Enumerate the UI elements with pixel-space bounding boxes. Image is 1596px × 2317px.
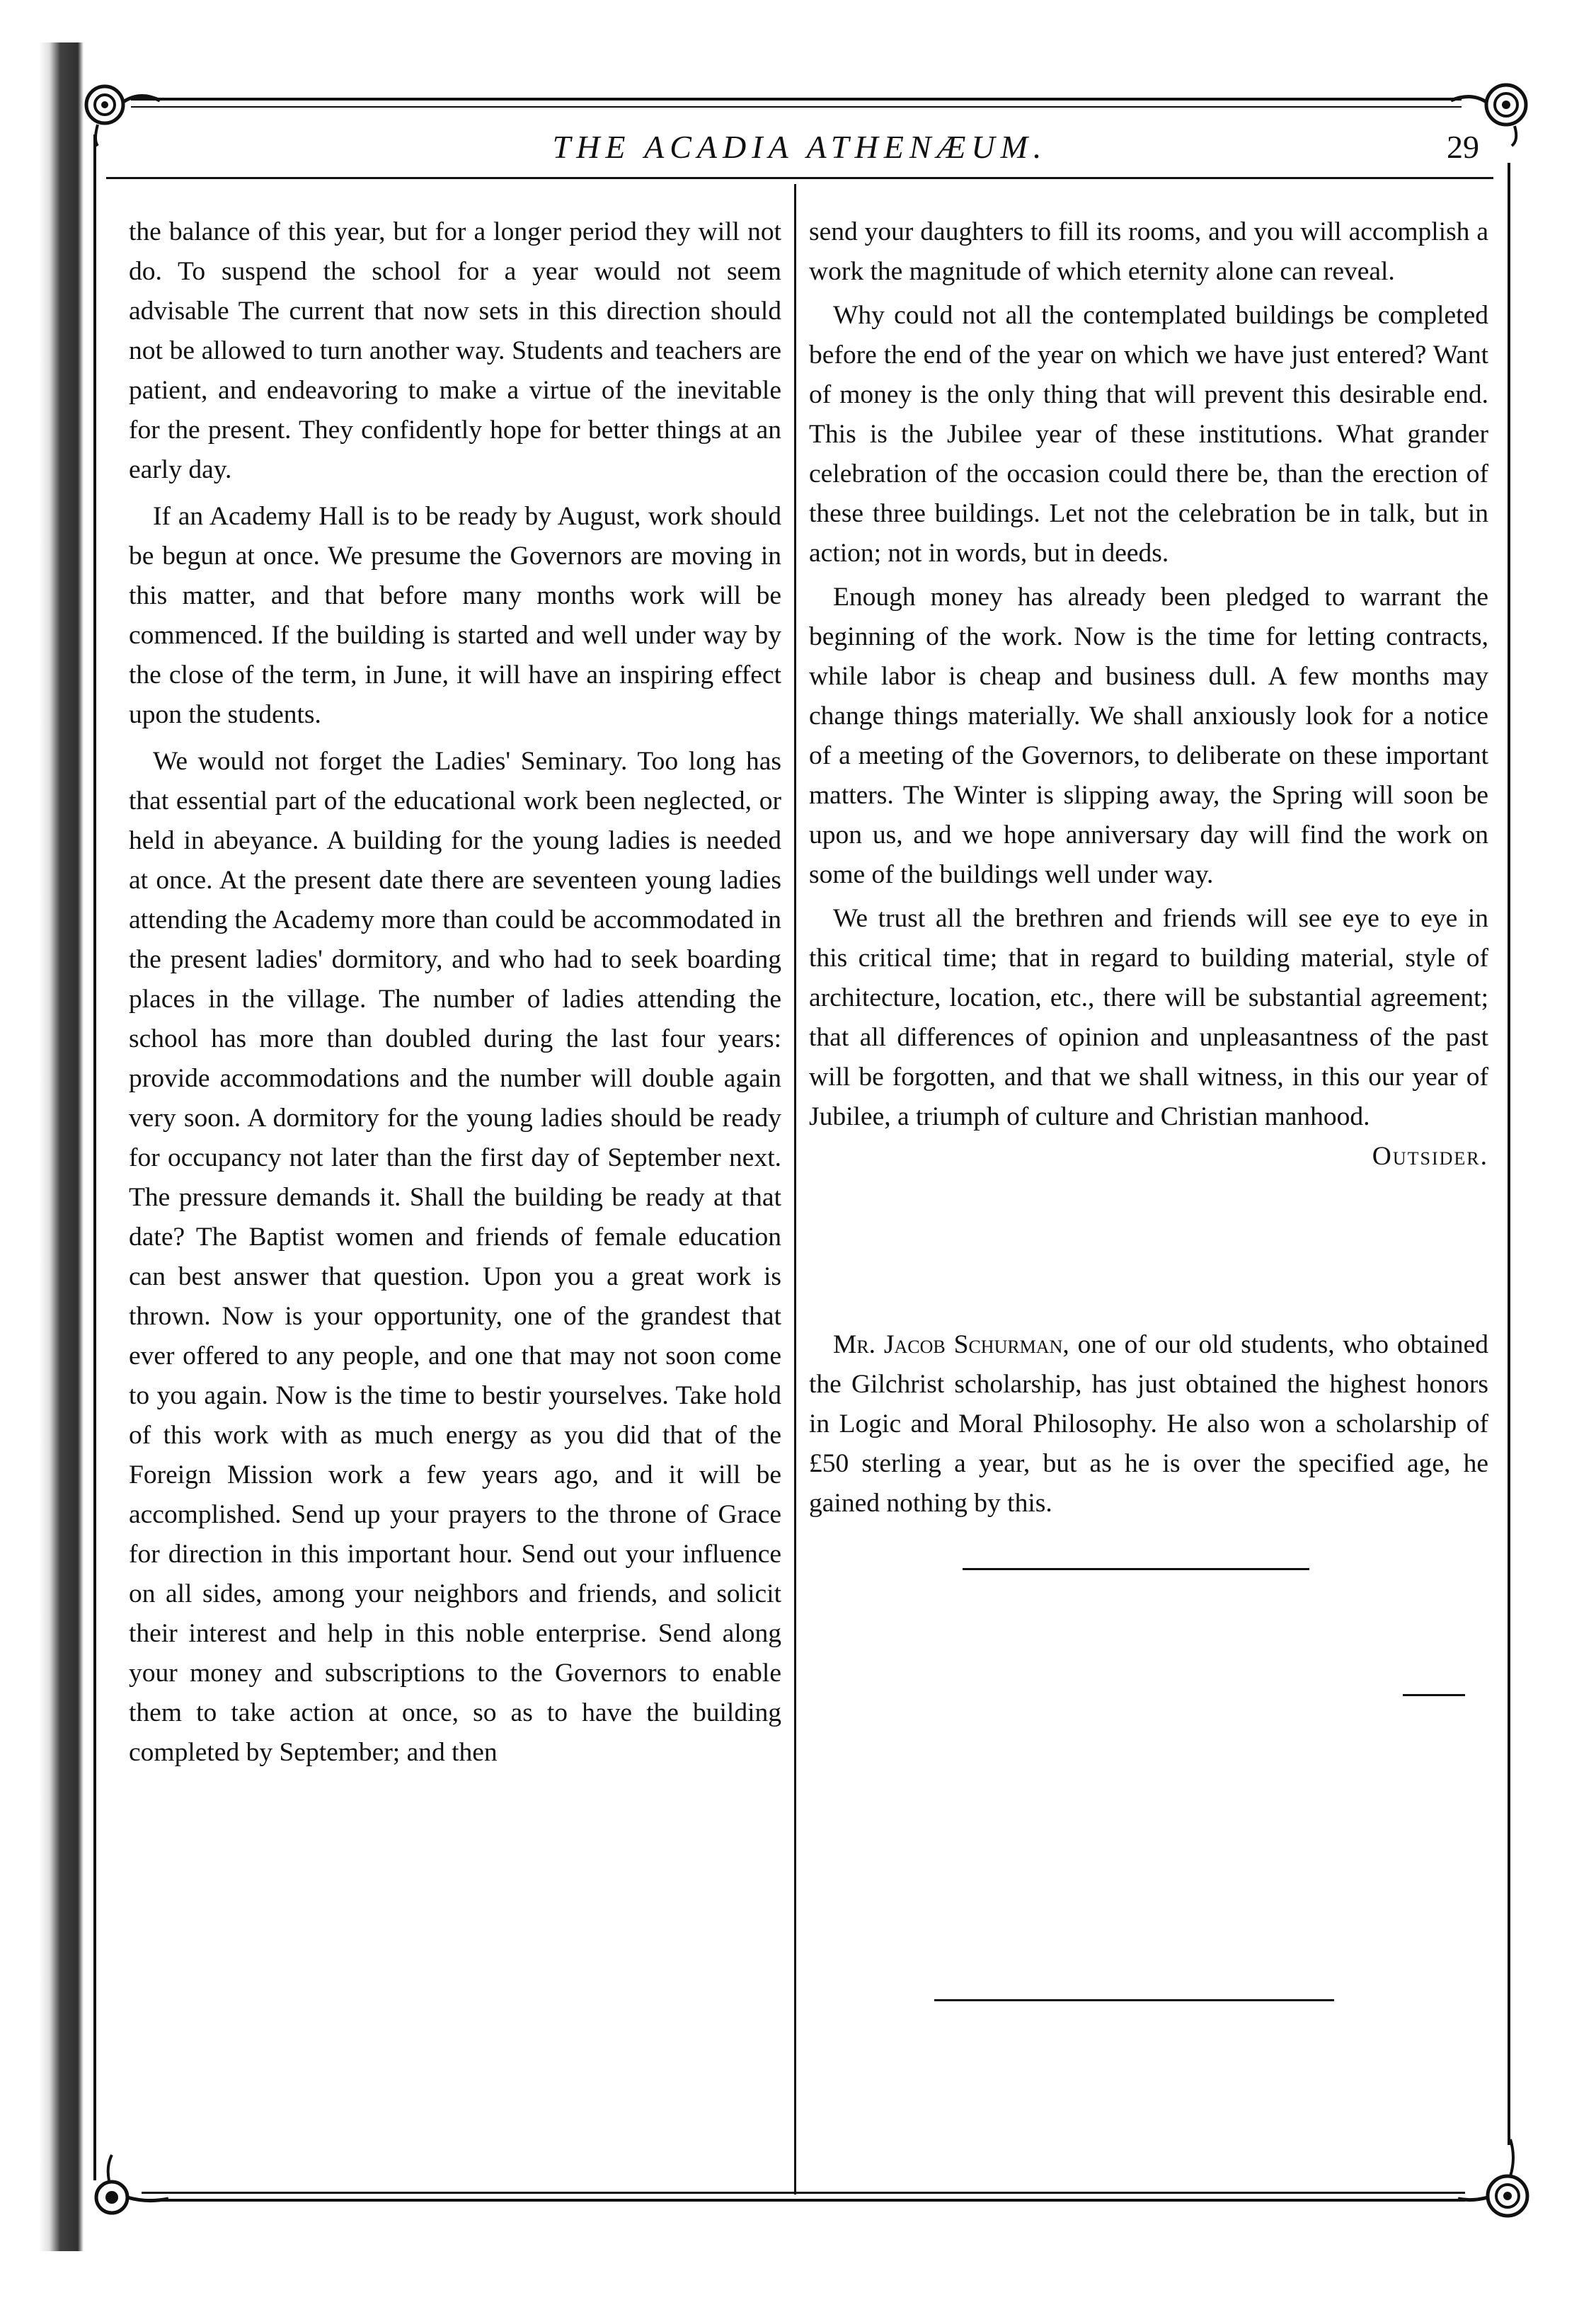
paragraph: Enough money has already been pledged to warrant the beginning of the work. Now is the time for letting contracts, while labor is cheap and business dull. A few months may change things materially. We shall anxiously look for a notice of a meeting of the Governors, to deliberate on these important matters. The Winter is slipping away, the Spring will soon be upon us, and we hope anniversary day will find the work on some of the buildings well under way. [809, 583, 1488, 889]
top-border-rule-thin [131, 106, 1462, 108]
paragraph: We trust all the brethren and friends will see eye to eye in this critical time; that in regard to building material, style of architecture, location, etc., there will be substantial agreement; that all differences of opinion and unpleasantness of the past will be forgotten, and that we shall witness, in this our year of Jubilee, a triumph of culture and Christian manhood. [809, 904, 1488, 1131]
scroll-ornament-bottom-left-icon [84, 2152, 168, 2237]
right-column [809, 212, 1488, 1523]
page-header [106, 126, 1493, 168]
paragraph: If an Academy Hall is to be ready by August, work should be begun at once. We presume the Governors are moving in this matter, and that before many months work will be commenced. If the building is started and well under way by the close of the term, in June, it will have an inspiring effect upon the students. [129, 502, 781, 729]
short-rule [1403, 1694, 1465, 1696]
bottom-border-rule [142, 2192, 1465, 2194]
section-separator [934, 1999, 1334, 2001]
paragraph: We would not forget the Ladies' Seminary. Too long has that essential part of the educational work been neglected, or held in abeyance. A building for the young ladies is needed at once. At the present date there are seventeen young ladies attending the Academy more than could be accommodated in the present ladies' dormitory, and who had to seek boarding places in the village. The number of ladies attending the school has more than doubled during the last four years: provide accommodations and the number will double again very soon. A dormitory for the young ladies should be ready for occupancy not later than the first day of September next. The pressure demands it. Shall the building be ready at that date? The Baptist women and friends of female education can best answer that question. Upon you a great work is thrown. Now is your opportunity, one of the grandest that ever offered to any people, and one that may not soon come to you again. Now is the time to bestir yourselves. Take hold of this work with as much energy as you did that of the Foreign Mission work a few years ago, and it will be accomplished. Send up your prayers to the throne of Grace for direction in this important hour. Send out your influence on all sides, among your neighbors and friends, and solicit their interest and help in this noble enterprise. Send along your money and subscriptions to the Governors to enable them to take action at once, so as to have the building completed by September; and then [129, 747, 781, 1767]
notice-text: one of our old students, who obtained the Gilchrist scholarship, has just obtained the highest honors in Logic and Moral Philosophy. He also won a scholarship of £50 sterling a year, but as he is over the specified age, he gained nothing by this. [809, 1330, 1488, 1518]
bottom-border-rule-thick [142, 2199, 1465, 2202]
paragraph: Why could not all the contemplated buildings be completed before the end of the year on which we have just entered? Want of money is the only thing that will prevent this desirable end. This is the Jubilee year of these institutions. What grander celebration of the occasion could there be, than the erection of these three buildings. Let not the celebration be in talk, but in action; not in words, but in deeds. [809, 301, 1488, 568]
binding-edge [0, 42, 85, 2251]
paragraph: send your daughters to fill its rooms, and you will accomplish a work the magnitude of which eternity alone can reveal. [809, 217, 1488, 286]
page-number: 29 [1447, 129, 1479, 165]
top-border-rule [131, 98, 1462, 101]
running-head: THE ACADIA ATHENÆUM. [552, 129, 1047, 165]
header-rule [106, 177, 1493, 179]
notice-paragraph [809, 1325, 1488, 1523]
scroll-ornament-bottom-right-icon [1458, 2138, 1543, 2223]
column-divider [794, 184, 796, 2195]
signature: Outsider. [1372, 1142, 1488, 1171]
right-border-rule [1508, 163, 1510, 2145]
left-border-rule [93, 135, 96, 2180]
notice-name: Mr. Jacob Schurman, [833, 1330, 1069, 1359]
paragraph: the balance of this year, but for a longer period they will not do. To suspend the school for a year would not seem advisable The current that now sets in this direction should not be allowed to turn another way. Students and teachers are patient, and endeavoring to make a virtue of the inevitable for the present. They confidently hope for better things at an early day. [129, 217, 781, 484]
left-column [129, 212, 781, 1773]
section-separator [963, 1568, 1309, 1570]
